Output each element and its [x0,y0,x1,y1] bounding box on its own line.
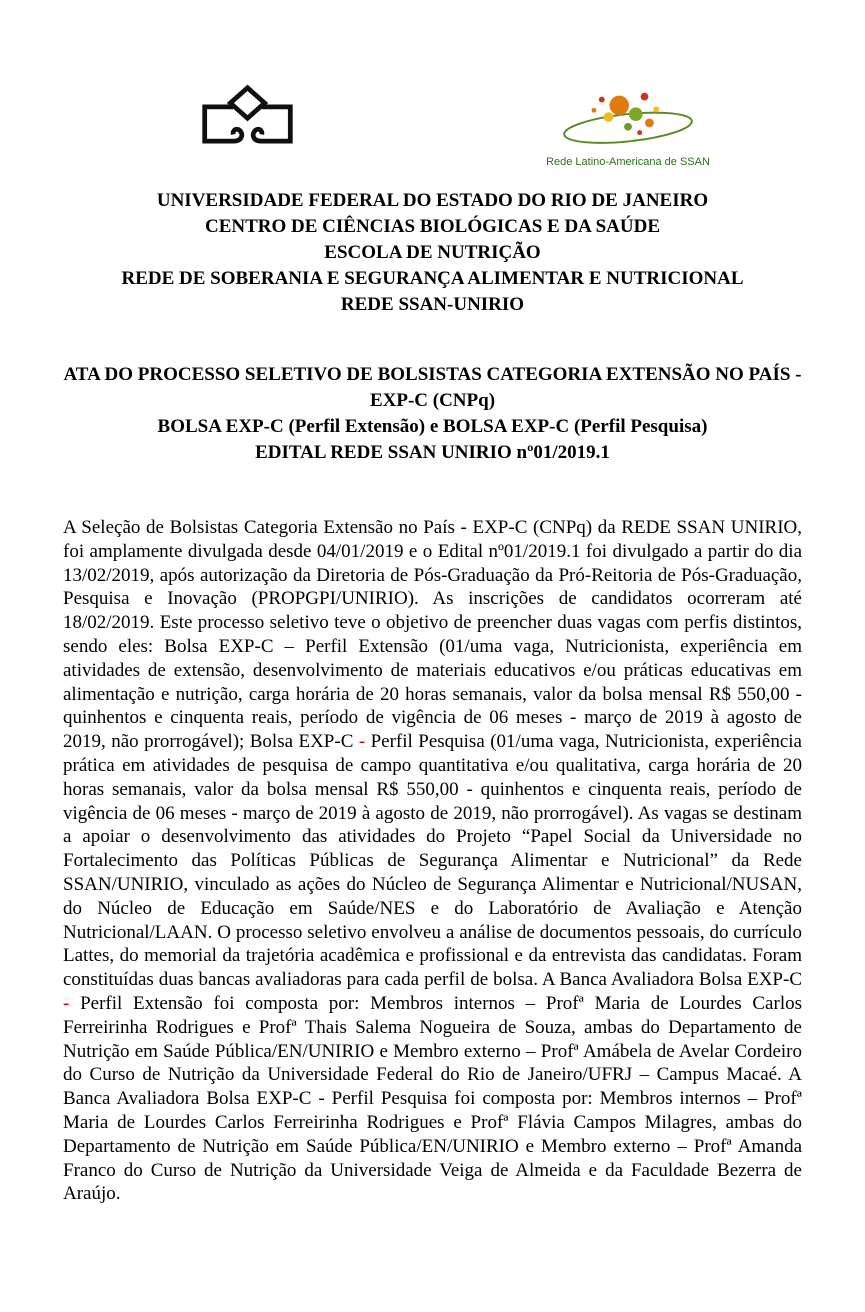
body-part-1: A Seleção de Bolsistas Categoria Extensão no País - EXP-C (CNPq) da REDE SSAN UNIRIO, foi amplamente divulgada desde 04/01/2019 e o Edital nº01/2019.1 foi divulgado a partir do dia 13/02/2019, após autorização da Diretoria de Pós-Graduação da Pró-Reitoria de Pós-Graduação, Pesquisa e Inovação (PROPGPI/UNIRIO). As inscrições de candidatos ocorreram até 18/02/2019. Este processo seletivo teve o objetivo de preencher duas vagas com perfis distintos, sendo eles: Bolsa EXP-C – Perfil Extensão (01/uma vaga, Nutricionista, experiência em atividades de extensão, desenvolvimento de materiais educativos e/ou práticas educativas em alimentação e nutrição, carga horária de 20 horas semanais, valor da bolsa mensal R$ 550,00 - quinhentos e cinquenta reais, período de vigência de 06 meses - março de 2019 à agosto de 2019, não prorrogável); Bolsa EXP-C [63,517,802,753]
rede-ssan-logo-caption: Rede Latino-Americana de SSAN [546,156,710,168]
header-line-center: CENTRO DE CIÊNCIAS BIOLÓGICAS E DA SAÚDE [204,216,661,237]
red-hyphen-1: - [358,731,366,753]
header-line-university: UNIVERSIDADE FEDERAL DO ESTADO DO RIO DE JANEIRO [156,190,709,211]
header-line-network-short: REDE SSAN-UNIRIO [340,294,525,315]
institution-header [63,188,802,318]
body-paragraph [63,516,802,1206]
document-title [63,362,802,466]
red-hyphen-2: - [63,992,70,1014]
header-line-school: ESCOLA DE NUTRIÇÃO [324,242,541,263]
title-line-edital: EDITAL REDE SSAN UNIRIO nº01/2019.1 [255,442,610,463]
unirio-logo [195,84,300,162]
rede-ssan-logo [532,84,724,168]
rede-ssan-logo-icon [533,84,723,154]
unirio-logo-icon [195,84,300,162]
body-part-3: Perfil Extensão foi composta por: Membros internos – Profª Maria de Lourdes Carlos Ferreirinha Rodrigues e Profª Thais Salema Nogueira de Souza, ambas do Departamento de Nutrição em Saúde Pública/EN/UNIRIO e Membro externo – Profª Amábela de Avelar Cordeiro do Curso de Nutrição da Universidade Federal do Rio de Janeiro/UFRJ – Campus Macaé. A Banca Avaliadora Bolsa EXP-C - Perfil Pesquisa foi composta por: Membros internos – Profª Maria de Lourdes Carlos Ferreirinha Rodrigues e Profª Flávia Campos Milagres, ambas do Departamento de Nutrição em Saúde Pública/EN/UNIRIO e Membro externo – Profª Amanda Franco do Curso de Nutrição da Universidade Veiga de Almeida e da Faculdade Bezerra de Araújo. [63,992,802,1205]
body-part-2: Perfil Pesquisa (01/uma vaga, Nutricionista, experiência prática em atividades de pesquisa de campo quantitativa e/ou qualitativa, carga horária de 20 horas semanais, valor da bolsa mensal R$ 550,00 - quinhentos e cinquenta reais, período de vigência de 06 meses - março de 2019 à agosto de 2019, não prorrogável). As vagas se destinam a apoiar o desenvolvimento das atividades do Projeto “Papel Social da Universidade no Fortalecimento das Políticas Públicas de Segurança Alimentar e Nutricional” da Rede SSAN/UNIRIO, vinculado as ações do Núcleo de Segurança Alimentar e Nutricional/NUSAN, do Núcleo de Educação em Saúde/NES e do Laboratório de Avaliação e Atenção Nutricional/LAAN. O processo seletivo envolveu a análise de documentos pessoais, do currículo Lattes, do memorial da trajetória acadêmica e profissional e da entrevista das candidatas. Foram constituídas duas bancas avaliadoras para cada perfil de bolsa. A Banca Avaliadora Bolsa EXP-C [63,731,802,991]
header-line-network: REDE DE SOBERANIA E SEGURANÇA ALIMENTAR E NUTRICIONAL [121,268,744,289]
logo-row [63,84,802,168]
title-line-bolsas: BOLSA EXP-C (Perfil Extensão) e BOLSA EXP-C (Perfil Pesquisa) [157,416,708,437]
title-line-main: ATA DO PROCESSO SELETIVO DE BOLSISTAS CATEGORIA EXTENSÃO NO PAÍS - EXP-C (CNPq) [63,364,802,411]
